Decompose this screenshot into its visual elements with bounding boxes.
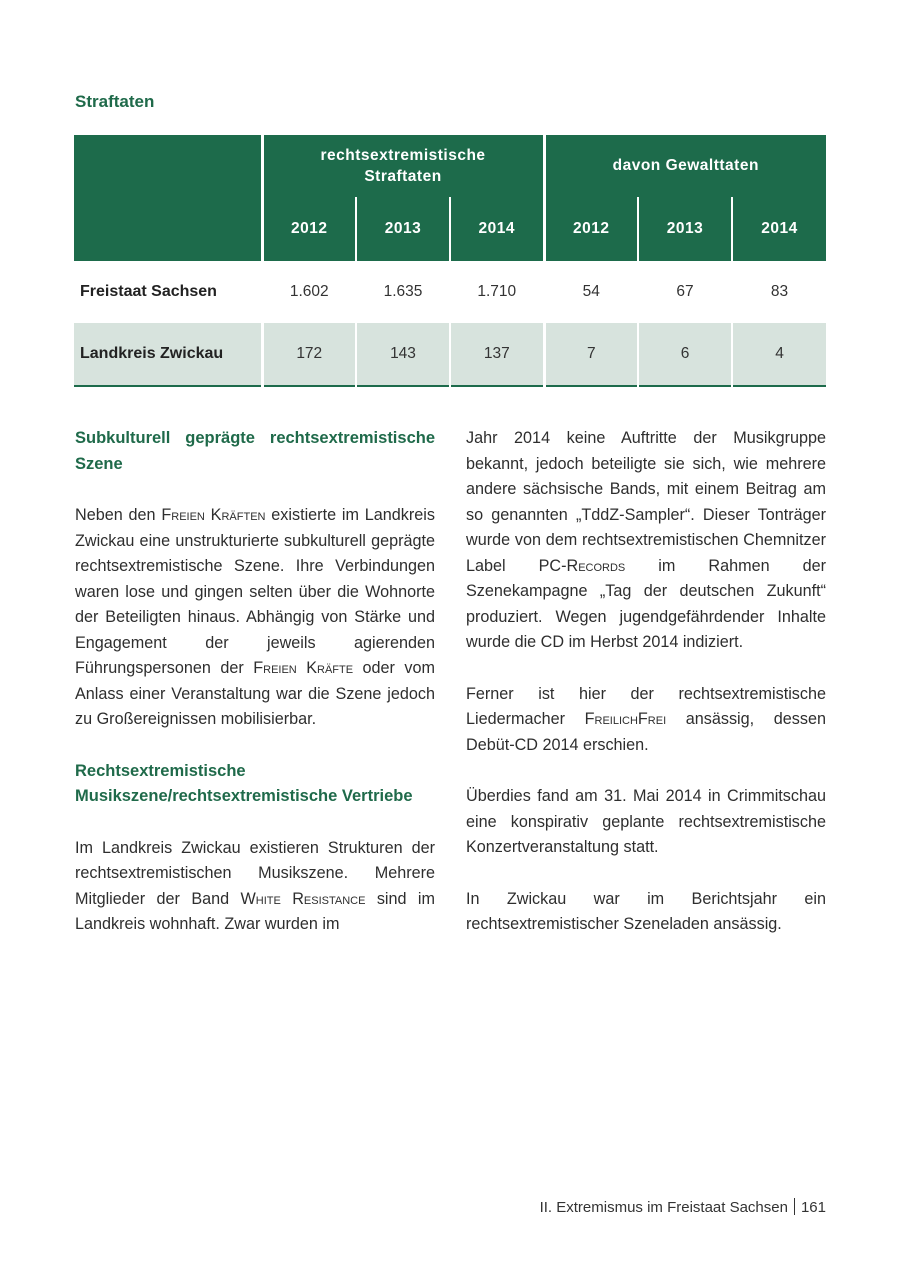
footer-divider [794,1198,795,1215]
paragraph: Im Landkreis Zwickau existieren Strukturen der rechtsextremistischen Musikszene. Mehrere Mitglieder der Band White Resistance sind im Landkreis wohnhaft. Zwar wurden im [75,838,435,933]
paragraph: Jahr 2014 keine Auftritte der Musikgruppe bekannt, jedoch beteiligte sie sich, wie mehrere andere sächsische Bands, mit einem Beitrag am so genannten „TddZ-Sampler“. Dieser Tonträger wurde von dem rechtsextremistischen Chemnitzer Label PC-Records im Rahmen der Szenekampagne „Tag der deutschen Zukunft“ produziert. Wegen jugendgefährdender Inhalte wurde die CD im Herbst 2014 indiziert. [466,429,827,651]
heading-subkulturelle-szene: Subkulturell geprägte rechtsextremistische Szene [75,429,435,473]
year-header: 2014 [732,197,826,261]
row-label: Freistaat Sachsen [74,261,262,323]
term-freie-kraefte: Freien Kräften [161,506,266,524]
year-header: 2012 [544,197,638,261]
year-header: 2014 [450,197,544,261]
table-cell: 1.602 [262,261,356,323]
table-cell: 6 [638,323,732,386]
row-label: Landkreis Zwickau [74,323,262,386]
year-header: 2013 [638,197,732,261]
table-corner-cell [74,135,262,261]
chapter-title: II. Extremismus im Freistaat Sachsen [539,1199,788,1216]
paragraph: Neben den Freien Kräften existierte im Landkreis Zwickau eine unstrukturierte subkulturell geprägte rechtsextremistische Szene. Ihre Verbindungen waren lose und gingen selten über die Wohnorte der Beteiligten hinaus. Abhängig von Stärke und Engagement der jeweils agierenden Führungspersonen der Freien Kräfte oder vom Anlass einer Veranstaltung war die Szene jedoch zu Großereignissen mobilisierbar. [75,506,436,728]
table-cell: 4 [732,323,826,386]
table-cell: 54 [544,261,638,323]
table-cell: 67 [638,261,732,323]
term-freilichfrei: FreilichFrei [584,710,667,728]
paragraph: Überdies fand am 31. Mai 2014 in Crimmitschau eine konspirativ geplante rechtsextremistische Konzertveranstaltung statt. [466,787,826,856]
year-header: 2013 [356,197,450,261]
right-column [466,426,826,964]
year-header: 2012 [262,197,356,261]
table-cell: 1.710 [450,261,544,323]
table-cell: 137 [450,323,544,386]
table-cell: 1.635 [356,261,450,323]
heading-musikszene: Rechtsextremistische Musikszene/rechtsextremistische Vertriebe [75,761,413,805]
table-cell: 172 [262,323,356,386]
table-cell: 143 [356,323,450,386]
table-group-header-row [74,135,826,197]
section-title: Straftaten [75,92,155,111]
left-column [75,426,435,964]
page-number: 161 [800,1199,826,1216]
paragraph: Ferner ist hier der rechtsextremistische Liedermacher FreilichFrei ansässig, dessen Debüt-CD 2014 erschien. [466,684,826,754]
group-header-rechtsextremistische-straftaten [262,135,544,197]
table-cell: 7 [544,323,638,386]
table-row [74,323,826,386]
term-records: Records [566,556,626,575]
term-white-resistance: White Resistance [240,889,366,908]
group-header-gewalttaten: davon Gewalttaten [544,135,826,197]
group-header-line-2: Straftaten [364,168,442,185]
table-row [74,261,826,323]
term-freie-kraefte: Freien Kräfte [253,659,354,677]
table-cell: 83 [770,283,789,300]
group-header-line-1: rechtsextremistische [320,147,486,164]
paragraph: In Zwickau war im Berichtsjahr ein rechtsextremistischer Szeneladen ansässig. [466,889,826,933]
statistics-table [74,135,826,387]
page-footer [540,1198,826,1216]
